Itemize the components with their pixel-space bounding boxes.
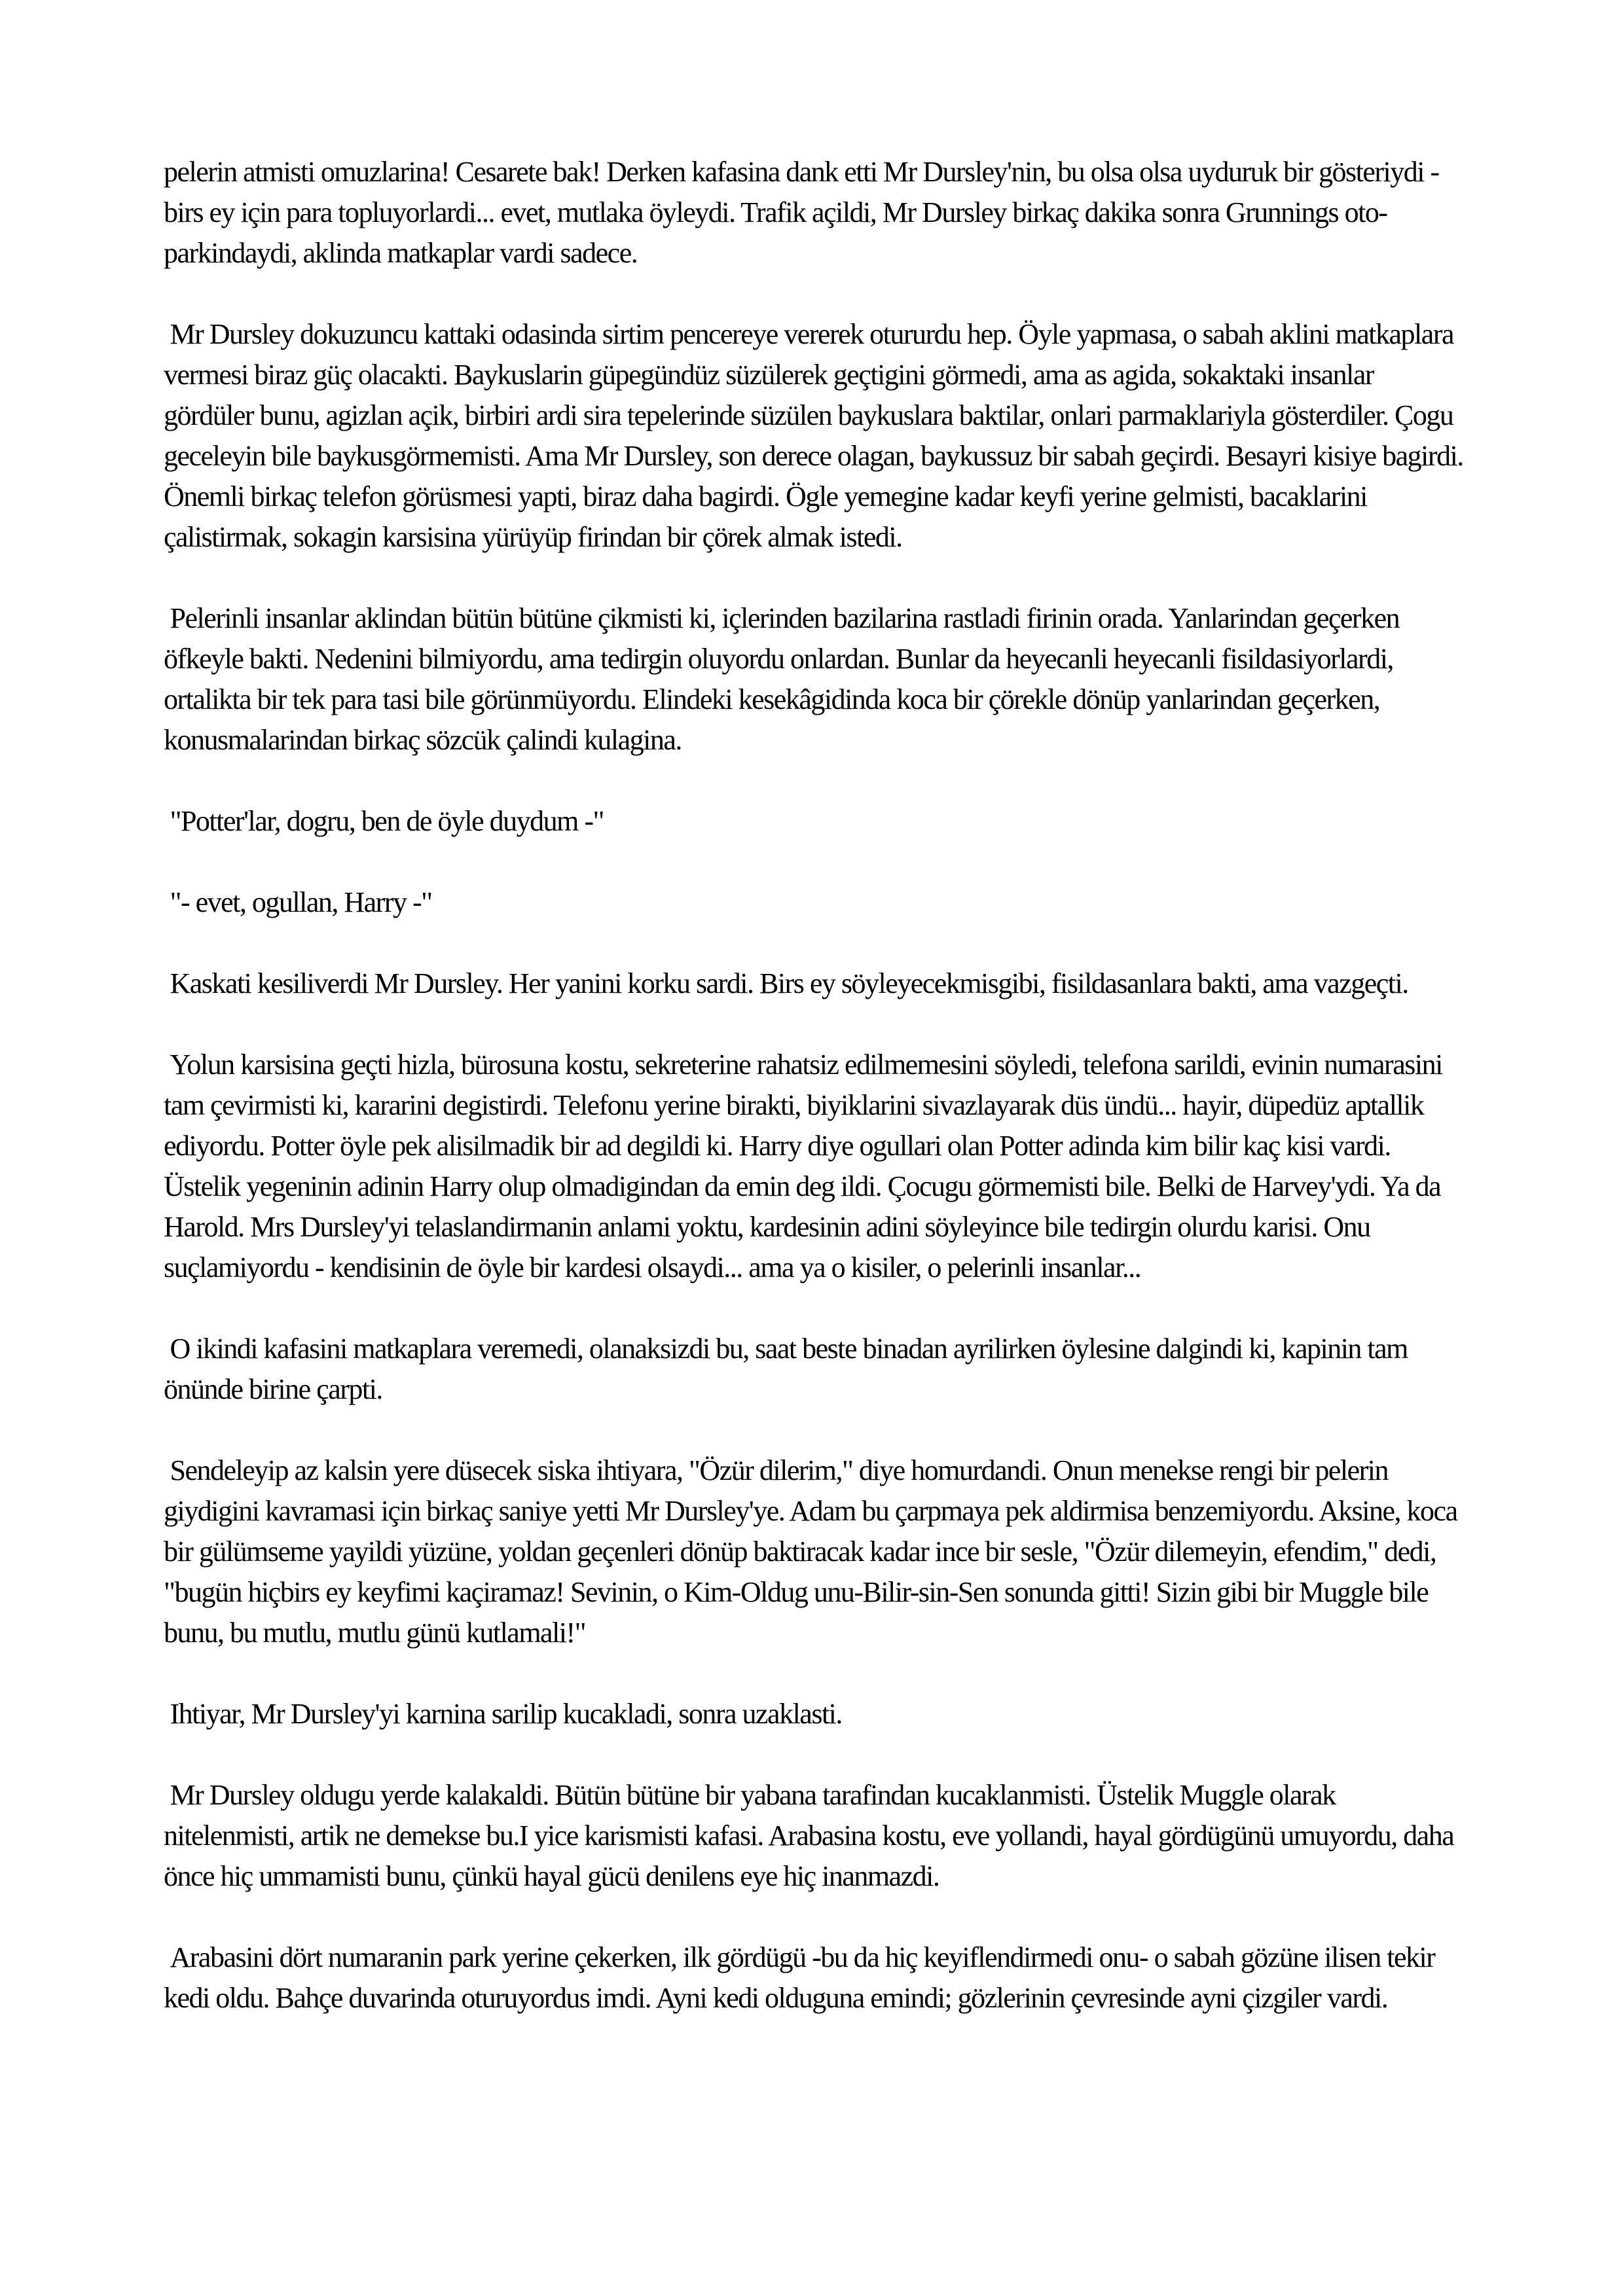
text-content: [164, 152, 1470, 2059]
paragraph: pelerin atmisti omuzlarina! Cesarete bak! Derken kafasina dank etti Mr Dursley'nin, bu olsa olsa uyduruk bir gösteriydi - birs ey için para topluyorlardi... evet, mutlaka öyleydi. Trafik açildi, Mr Dursley birkaç dakika sonra Grunnings oto-parkindaydi, aklinda matkaplar vardi sadece.: [164, 156, 1446, 269]
paragraph: Ihtiyar, Mr Dursley'yi karnina sarilip kucakladi, sonra uzaklasti.: [164, 1698, 842, 1730]
paragraph: Kaskati kesiliverdi Mr Dursley. Her yanini korku sardi. Birs ey söyleyecekmisgibi, fisildasanlara bakti, ama vazgeçti.: [164, 967, 1408, 999]
paragraph: Arabasini dört numaranin park yerine çekerken, ilk gördügü -bu da hiç keyiflendirmedi onu- o sabah gözüne ilisen tekir kedi oldu. Bahçe duvarinda oturuyordus imdi. Ayni kedi olduguna emindi; gözlerinin çevresinde ayni çizgiler vardi.: [164, 1941, 1441, 2014]
paragraph: Mr Dursley oldugu yerde kalakaldi. Bütün bütüne bir yabana tarafindan kucaklanmisti. Üstelik Muggle olarak nitelenmisti, artik ne demekse bu.I yice karismisti kafasi. Arabasina kostu, eve yollandi, hayal gördügünü umuyordu, daha önce hiç ummamisti bunu, çünkü hayal gücü denilens eye hiç inanmazdi.: [164, 1779, 1460, 1892]
paragraph: Pelerinli insanlar aklindan bütün bütüne çikmisti ki, içlerinden bazilarina rastladi firinin orada. Yanlarindan geçerken öfkeyle bakti. Nedenini bilmiyordu, ama tedirgin oluyordu onlardan. Bunlar da heyecanli heyecanli fisildasiyorlardi, ortalikta bir tek para tasi bile görünmüyordu. Elindeki kesekâgidinda koca bir çörekle dönüp yanlarindan geçerken, konusmalarindan birkaç sözcük çalindi kulagina.: [164, 602, 1406, 756]
paragraph-dialogue: "Potter'lar, dogru, ben de öyle duydum -": [164, 805, 604, 837]
paragraph: O ikindi kafasini matkaplara veremedi, olanaksizdi bu, saat beste binadan ayrilirken öylesine dalgindi ki, kapinin tam önünde birine çarpti.: [164, 1333, 1414, 1405]
paragraph: Yolun karsisina geçti hizla, bürosuna kostu, sekreterine rahatsiz edilmemesini söyledi, telefona sarildi, evinin numarasini tam çevirmisti ki, kararini degistirdi. Telefonu yerine birakti, biyiklarini sivazlayarak düs ündü... hayir, düpedüz aptallik ediyordu. Potter öyle pek alisilmadik bir ad degildi ki. Harry diye ogullari olan Potter adinda kim bilir kaç kisi vardi. Üstelik yegeninin adinin Harry olup olmadigindan da emin deg ildi. Çocugu görmemisti bile. Belki de Harvey'ydi. Ya da Harold. Mrs Dursley'yi telaslandirmanin anlami yoktu, kardesinin adini söyleyince bile tedirgin olurdu karisi. Onu suçlamiyordu - kendisinin de öyle bir kardesi olsaydi... ama ya o kisiler, o pelerinli insanlar...: [164, 1049, 1449, 1283]
paragraph: Mr Dursley dokuzuncu kattaki odasinda sirtim pencereye vererek otururdu hep. Öyle yapmasa, o sabah aklini matkaplara vermesi biraz güç olacakti. Baykuslarin güpegündüz süzülerek geçtigini görmedi, ama as agida, sokaktaki insanlar gördüler bunu, agizlan açik, birbiri ardi sira tepelerinde süzülen baykuslara baktilar, onlari parmaklariyla gösterdiler. Çogu geceleyin bile baykusgörmemisti. Ama Mr Dursley, son derece olagan, baykussuz bir sabah geçirdi. Besayri kisiye bagirdi. Önemli birkaç telefon görüsmesi yapti, biraz daha bagirdi. Ögle yemegine kadar keyfi yerine gelmisti, bacaklarini çalistirmak, sokagin karsisina yürüyüp firindan bir çörek almak istedi.: [164, 318, 1470, 553]
paragraph-dialogue: "- evet, ogullan, Harry -": [164, 886, 432, 918]
paragraph: Sendeleyip az kalsin yere düsecek siska ihtiyara, "Özür dilerim," diye homurdandi. Onun menekse rengi bir pelerin giydigini kavramasi için birkaç saniye yetti Mr Dursley'ye. Adam bu çarpmaya pek aldirmisa benzemiyordu. Aksine, koca bir gülümseme yayildi yüzüne, yoldan geçenleri dönüp baktiracak kadar ince bir sesle, "Özür dilemeyin, efendim," dedi, "bugün hiçbirs ey keyfimi kaçiramaz! Sevinin, o Kim-Oldug unu-Bilir-sin-Sen sonunda gitti! Sizin gibi bir Muggle bile bunu, bu mutlu, mutlu günü kutlamali!": [164, 1454, 1464, 1649]
